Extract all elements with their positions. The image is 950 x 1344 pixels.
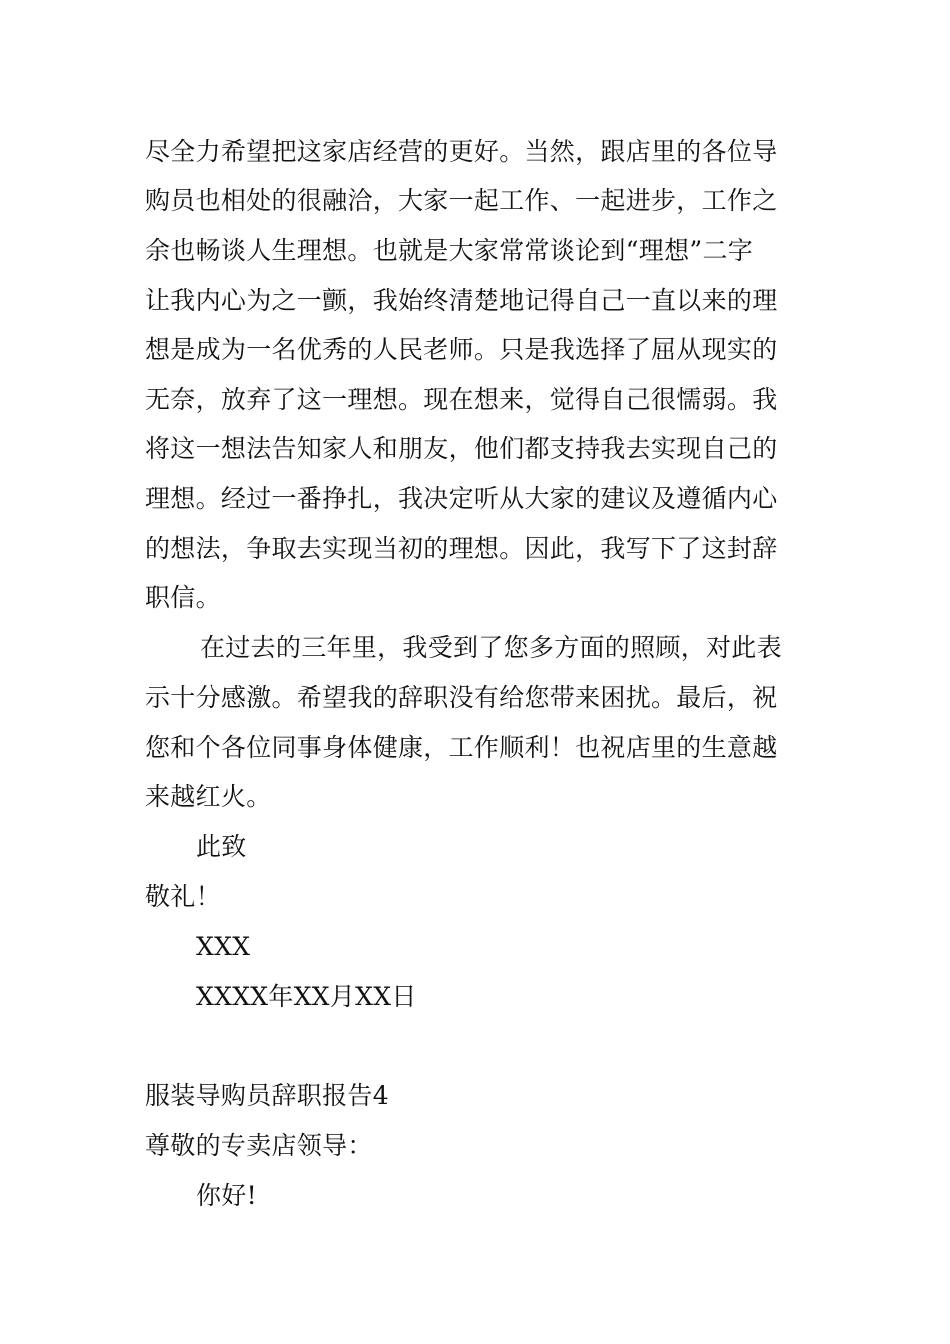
salutation: 尊敬的专卖店领导： xyxy=(145,1131,373,1160)
body-line: 让我内心为之一颤，我始终清楚地记得自己一直以来的理 xyxy=(145,286,778,315)
body-line: 职信。 xyxy=(145,583,221,612)
body-line: 尽全力希望把这家店经营的更好。当然，跟店里的各位导 xyxy=(145,137,778,166)
body-line: 将这一想法告知家人和朋友，他们都支持我去实现自己的 xyxy=(145,434,778,463)
signature: XXX xyxy=(196,932,251,961)
body-line: 的想法，争取去实现当初的理想。因此，我写下了这封辞 xyxy=(145,534,778,563)
body-line: 购员也相处的很融洽，大家一起工作、一起进步，工作之 xyxy=(145,186,778,215)
section-title: 服装导购员辞职报告4 xyxy=(145,1081,389,1110)
date-text: XXXX年XX月XX日 xyxy=(196,982,417,1011)
closing-text: 此致 xyxy=(196,832,247,861)
body-line: 示十分感激。希望我的辞职没有给您带来困扰。最后，祝 xyxy=(145,683,778,712)
salute-text: 敬礼！ xyxy=(145,882,221,911)
body-line: 无奈，放弃了这一理想。现在想来，觉得自己很懦弱。我 xyxy=(145,385,778,414)
body-line: 在过去的三年里，我受到了您多方面的照顾，对此表 xyxy=(200,633,782,662)
body-line: 您和个各位同事身体健康，工作顺利！也祝店里的生意越 xyxy=(145,733,778,762)
body-line: 余也畅谈人生理想。也就是大家常常谈论到“理想”二字 xyxy=(145,236,754,265)
greeting: 你好! xyxy=(196,1181,257,1210)
body-line: 想是成为一名优秀的人民老师。只是我选择了屈从现实的 xyxy=(145,335,778,364)
body-line: 来越红火。 xyxy=(145,782,272,811)
body-line: 理想。经过一番挣扎，我决定听从大家的建议及遵循内心 xyxy=(145,484,778,513)
